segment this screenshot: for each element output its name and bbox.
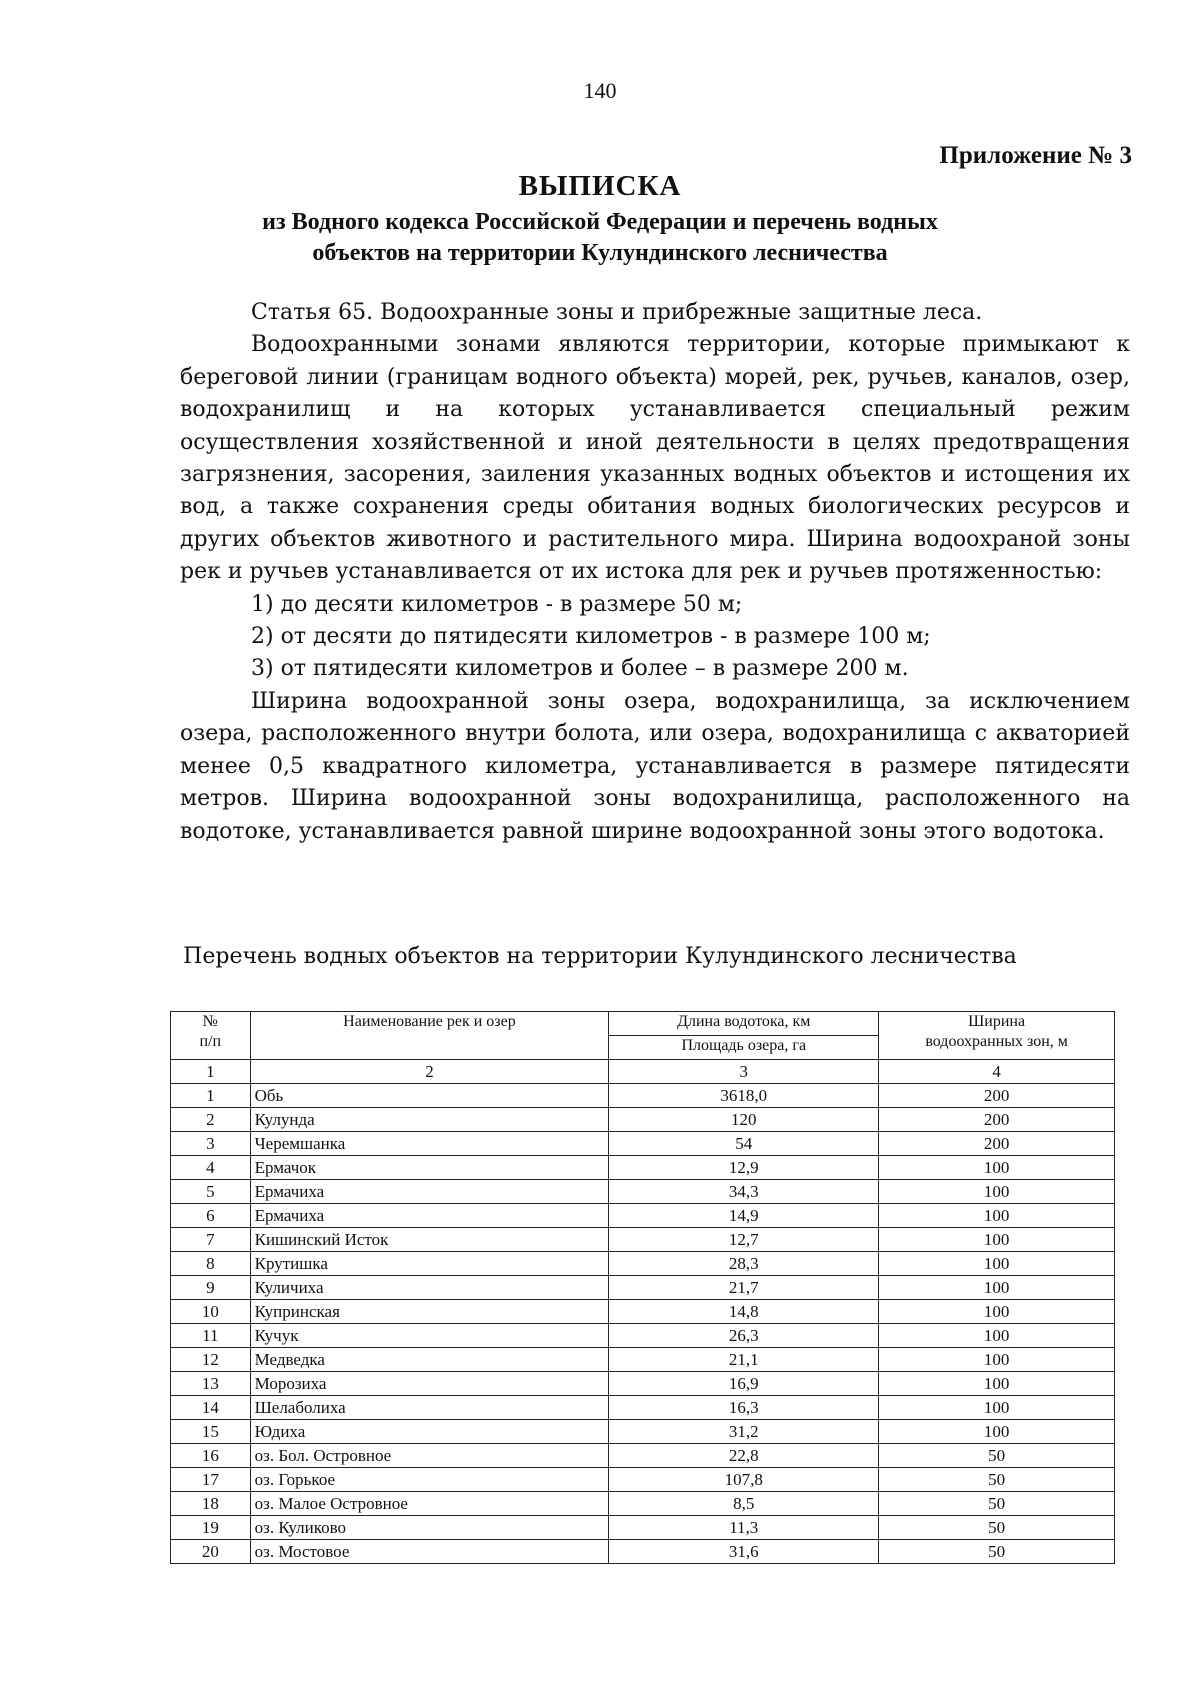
row-name: Медведка — [250, 1348, 609, 1372]
row-width: 100 — [879, 1180, 1115, 1204]
row-width: 50 — [879, 1492, 1115, 1516]
row-length: 28,3 — [609, 1252, 879, 1276]
row-number: 15 — [171, 1420, 251, 1444]
row-number: 1 — [171, 1084, 251, 1108]
article-paragraph-1: Водоохранными зонами являются территории, которые примыкают к береговой линии (границам водного объекта) морей, рек, ручьев, каналов, озер, водохранилищ и на которых устанавливается специальный режим осуществления хозяйственной и иной деятельности в целях предотвращения загрязнения, засорения, заиления указанных водных объектов и истощения их вод, а также сохранения среды обитания водных биологических ресурсов и других объектов животного и растительного мира. Ширина водоохраной зоны рек и ручьев устанавливается от их истока для рек и ручьев протяженностью: — [180, 332, 1130, 585]
row-width: 200 — [879, 1132, 1115, 1156]
row-name: Обь — [250, 1084, 609, 1108]
row-name: оз. Мостовое — [250, 1540, 609, 1564]
water-objects-table — [170, 1011, 1115, 1564]
row-width: 100 — [879, 1300, 1115, 1324]
table-row — [171, 1252, 1115, 1276]
header-width — [879, 1012, 1115, 1060]
article-text — [180, 297, 1130, 848]
row-width: 100 — [879, 1324, 1115, 1348]
row-number: 17 — [171, 1468, 251, 1492]
table-row — [171, 1540, 1115, 1564]
title-main: ВЫПИСКА — [518, 170, 682, 202]
row-width: 100 — [879, 1348, 1115, 1372]
table-row — [171, 1084, 1115, 1108]
row-width: 50 — [879, 1444, 1115, 1468]
page-number: 140 — [583, 78, 617, 103]
column-number: 1 — [171, 1060, 251, 1084]
row-number: 5 — [171, 1180, 251, 1204]
row-name: Кулунда — [250, 1108, 609, 1132]
row-length: 8,5 — [609, 1492, 879, 1516]
row-number: 9 — [171, 1276, 251, 1300]
row-name: Ермачок — [250, 1156, 609, 1180]
row-number: 10 — [171, 1300, 251, 1324]
row-length: 21,7 — [609, 1276, 879, 1300]
header-num — [171, 1012, 251, 1060]
table-row — [171, 1228, 1115, 1252]
row-width: 50 — [879, 1468, 1115, 1492]
row-number: 11 — [171, 1324, 251, 1348]
header-name: Наименование рек и озер — [250, 1012, 609, 1060]
title-line-2: объектов на территории Кулундинского лесничества — [312, 240, 888, 266]
row-number: 3 — [171, 1132, 251, 1156]
row-number: 16 — [171, 1444, 251, 1468]
row-number: 2 — [171, 1108, 251, 1132]
table-row — [171, 1180, 1115, 1204]
row-number: 12 — [171, 1348, 251, 1372]
row-number: 14 — [171, 1396, 251, 1420]
row-name: Юдиха — [250, 1420, 609, 1444]
row-length: 21,1 — [609, 1348, 879, 1372]
header-length: Длина водотока, км — [609, 1012, 879, 1036]
table-row — [171, 1276, 1115, 1300]
row-length: 12,7 — [609, 1228, 879, 1252]
row-width: 100 — [879, 1228, 1115, 1252]
table-row — [171, 1348, 1115, 1372]
row-number: 6 — [171, 1204, 251, 1228]
table-row — [171, 1420, 1115, 1444]
row-width: 100 — [879, 1372, 1115, 1396]
column-number: 4 — [879, 1060, 1115, 1084]
row-name: Купринская — [250, 1300, 609, 1324]
row-width: 100 — [879, 1276, 1115, 1300]
row-width: 100 — [879, 1252, 1115, 1276]
row-number: 20 — [171, 1540, 251, 1564]
row-name: Крутишка — [250, 1252, 609, 1276]
row-length: 14,8 — [609, 1300, 879, 1324]
article-list-item-2: 2) от десяти до пятидесяти километров - в размере 100 м; — [251, 624, 931, 650]
table-row — [171, 1372, 1115, 1396]
row-length: 26,3 — [609, 1324, 879, 1348]
article-list-item-3: 3) от пятидесяти километров и более – в размере 200 м. — [251, 656, 909, 682]
row-name: оз. Малое Островное — [250, 1492, 609, 1516]
row-length: 3618,0 — [609, 1084, 879, 1108]
row-width: 100 — [879, 1420, 1115, 1444]
row-number: 4 — [171, 1156, 251, 1180]
header-width-line-2: водоохранных зон, м — [925, 1033, 1068, 1050]
table-row — [171, 1132, 1115, 1156]
table-row — [171, 1516, 1115, 1540]
table-row — [171, 1204, 1115, 1228]
row-length: 31,6 — [609, 1540, 879, 1564]
row-name: Ермачиха — [250, 1204, 609, 1228]
column-number-row — [171, 1060, 1115, 1084]
row-width: 100 — [879, 1204, 1115, 1228]
document-title — [180, 170, 1020, 269]
table-row — [171, 1300, 1115, 1324]
row-number: 18 — [171, 1492, 251, 1516]
row-name: Ермачиха — [250, 1180, 609, 1204]
column-number: 2 — [250, 1060, 609, 1084]
row-length: 16,3 — [609, 1396, 879, 1420]
table-row — [171, 1156, 1115, 1180]
row-name: оз. Бол. Островное — [250, 1444, 609, 1468]
row-length: 54 — [609, 1132, 879, 1156]
row-width: 50 — [879, 1516, 1115, 1540]
article-paragraph-2: Ширина водоохранной зоны озера, водохранилища, за исключением озера, расположенного внутри болота, или озера, водохранилища с акваторией менее 0,5 квадратного километра, устанавливается в размере пятидесяти метров. Ширина водоохранной зоны водохранилища, расположенного на водотоке, устанавливается равной ширине водоохранной зоны этого водотока. — [180, 688, 1130, 844]
row-name: Шелаболиха — [250, 1396, 609, 1420]
table-row — [171, 1324, 1115, 1348]
row-number: 7 — [171, 1228, 251, 1252]
row-name: Кучук — [250, 1324, 609, 1348]
list-title: Перечень водных объектов на территории Кулундинского лесничества — [183, 944, 1017, 969]
row-name: оз. Горькое — [250, 1468, 609, 1492]
row-width: 100 — [879, 1396, 1115, 1420]
row-length: 107,8 — [609, 1468, 879, 1492]
row-length: 12,9 — [609, 1156, 879, 1180]
table-row — [171, 1468, 1115, 1492]
header-num-line-2: п/п — [199, 1033, 222, 1050]
row-number: 19 — [171, 1516, 251, 1540]
row-length: 11,3 — [609, 1516, 879, 1540]
row-number: 13 — [171, 1372, 251, 1396]
header-width-line-1: Ширина — [968, 1013, 1026, 1030]
row-name: Черемшанка — [250, 1132, 609, 1156]
title-line-1: из Водного кодекса Российской Федерации и перечень водных — [262, 209, 938, 235]
article-heading: Статья 65. Водоохранные зоны и прибрежные защитные леса. — [251, 300, 983, 325]
table-row — [171, 1108, 1115, 1132]
header-area: Площадь озера, га — [609, 1036, 879, 1060]
table-row — [171, 1492, 1115, 1516]
article-list-item-1: 1) до десяти километров - в размере 50 м; — [251, 591, 743, 617]
row-width: 100 — [879, 1156, 1115, 1180]
appendix-label: Приложение № 3 — [939, 142, 1132, 169]
row-length: 14,9 — [609, 1204, 879, 1228]
table-body — [171, 1084, 1115, 1564]
row-name: Морозиха — [250, 1372, 609, 1396]
row-width: 200 — [879, 1084, 1115, 1108]
row-length: 34,3 — [609, 1180, 879, 1204]
row-width: 200 — [879, 1108, 1115, 1132]
row-length: 120 — [609, 1108, 879, 1132]
table-row — [171, 1396, 1115, 1420]
row-length: 16,9 — [609, 1372, 879, 1396]
row-name: оз. Куликово — [250, 1516, 609, 1540]
row-length: 31,2 — [609, 1420, 879, 1444]
row-length: 22,8 — [609, 1444, 879, 1468]
row-width: 50 — [879, 1540, 1115, 1564]
header-num-line-1: № — [202, 1013, 218, 1030]
row-number: 8 — [171, 1252, 251, 1276]
row-name: Кишинский Исток — [250, 1228, 609, 1252]
column-number: 3 — [609, 1060, 879, 1084]
table-row — [171, 1444, 1115, 1468]
row-name: Куличиха — [250, 1276, 609, 1300]
